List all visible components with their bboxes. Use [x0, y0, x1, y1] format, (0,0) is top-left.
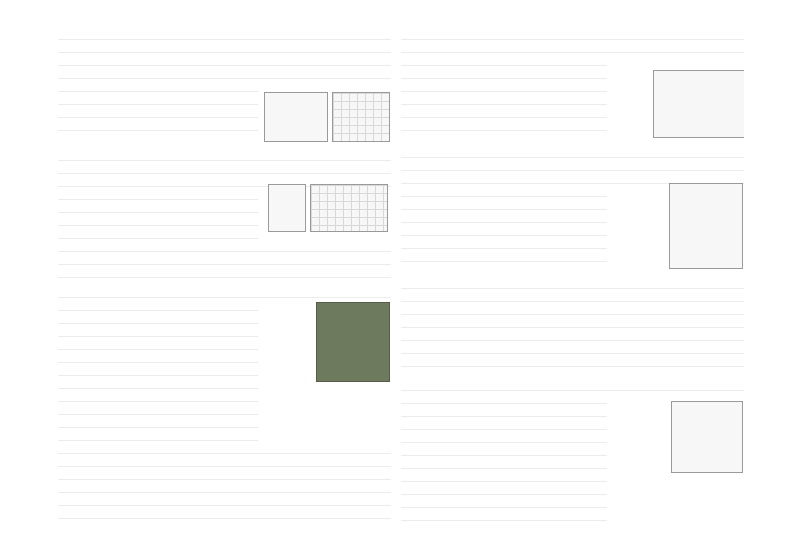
problem-12-line: [58, 216, 258, 226]
problem-14-line: [401, 161, 744, 171]
section-3-heading: [401, 148, 744, 158]
problem-14-line: [401, 252, 607, 262]
problem-13-line: [401, 30, 744, 40]
transformer-photo: [316, 302, 390, 382]
problem-12-graph: [310, 184, 388, 232]
problem-16-line: [401, 459, 607, 469]
problem-14-line: [401, 226, 607, 236]
problem-16-line: [401, 498, 607, 508]
problem-13-line: [401, 121, 607, 131]
problem-13-line: [401, 56, 607, 66]
problem-15-line: [401, 305, 744, 315]
problem-13-line: [58, 509, 391, 519]
problem-16-line: [401, 446, 607, 456]
problem-14-line: [401, 213, 607, 223]
problem-13-line: [58, 431, 258, 441]
problem-13-line: [58, 418, 258, 428]
problem-15-line: [401, 292, 744, 302]
problem-13-continued: [401, 30, 744, 142]
mercury-tube-figure: [669, 183, 743, 269]
section-2-heading: [58, 151, 391, 161]
problem-13-line: [58, 483, 391, 493]
problem-11-line: [58, 30, 391, 40]
magnetic-field-coordinate-figure: [671, 401, 743, 473]
problem-14: [401, 161, 744, 273]
problem-13-line: [401, 69, 607, 79]
problem-13-line: [58, 327, 258, 337]
problem-13-line: [58, 470, 391, 480]
problem-13-line: [401, 108, 607, 118]
problem-13-line: [58, 496, 391, 506]
problem-11-line: [58, 121, 258, 131]
problem-14-line: [401, 239, 607, 249]
problem-15-line: [401, 370, 607, 375]
problem-16-line: [401, 433, 607, 443]
problem-14-line: [401, 187, 607, 197]
problem-11-line: [58, 82, 258, 92]
problem-12-line: [58, 190, 258, 200]
problem-15: [401, 279, 744, 375]
transformer-circuit-diagram: [653, 70, 744, 138]
problem-13-line: [58, 392, 258, 402]
problem-11-line: [58, 95, 258, 105]
problem-13-line: [58, 379, 258, 389]
problem-12: [58, 164, 391, 282]
problem-16-line: [401, 524, 607, 531]
problem-13-line: [58, 301, 258, 311]
problem-12-line: [58, 229, 258, 239]
problem-11-figure-a: [264, 92, 328, 142]
problem-15-line: [401, 279, 744, 289]
problem-16-line: [401, 394, 607, 404]
problem-13-line: [58, 288, 391, 298]
problem-13-line: [58, 353, 258, 363]
problem-16-line: [401, 420, 607, 430]
problem-11: [58, 30, 391, 145]
problem-16: [401, 381, 744, 531]
problem-13-line: [58, 314, 258, 324]
problem-12-line: [58, 203, 258, 213]
left-column: [58, 30, 391, 535]
problem-15-line: [401, 318, 744, 328]
problem-15-line: [401, 357, 744, 367]
problem-13-line: [58, 366, 258, 376]
problem-16-line: [401, 472, 607, 482]
problem-15-line: [401, 331, 744, 341]
problem-13-line: [401, 82, 607, 92]
problem-13-line: [58, 444, 391, 454]
problem-13-line: [58, 405, 258, 415]
problem-13-line: [58, 457, 391, 467]
problem-12-line: [58, 268, 391, 278]
problem-13-line: [401, 43, 744, 53]
problem-11-line: [58, 108, 258, 118]
problem-16-line: [401, 485, 607, 495]
problem-12-pendulum-figure: [268, 184, 306, 232]
right-column: [401, 30, 744, 535]
problem-13: [58, 288, 391, 528]
problem-12-line: [58, 164, 391, 174]
problem-11-line: [58, 56, 391, 66]
problem-14-line: [401, 200, 607, 210]
problem-14-line: [401, 265, 607, 273]
problem-11-line: [58, 43, 391, 53]
problem-13-line: [58, 340, 258, 350]
problem-16-line: [401, 381, 744, 391]
problem-12-line: [58, 255, 391, 265]
problem-12-line: [58, 242, 391, 252]
problem-16-line: [401, 407, 607, 417]
problem-11-figure-b: [332, 92, 390, 142]
problem-11-line: [58, 69, 391, 79]
problem-13-line: [401, 95, 607, 105]
problem-15-line: [401, 344, 744, 354]
problem-16-line: [401, 511, 607, 521]
